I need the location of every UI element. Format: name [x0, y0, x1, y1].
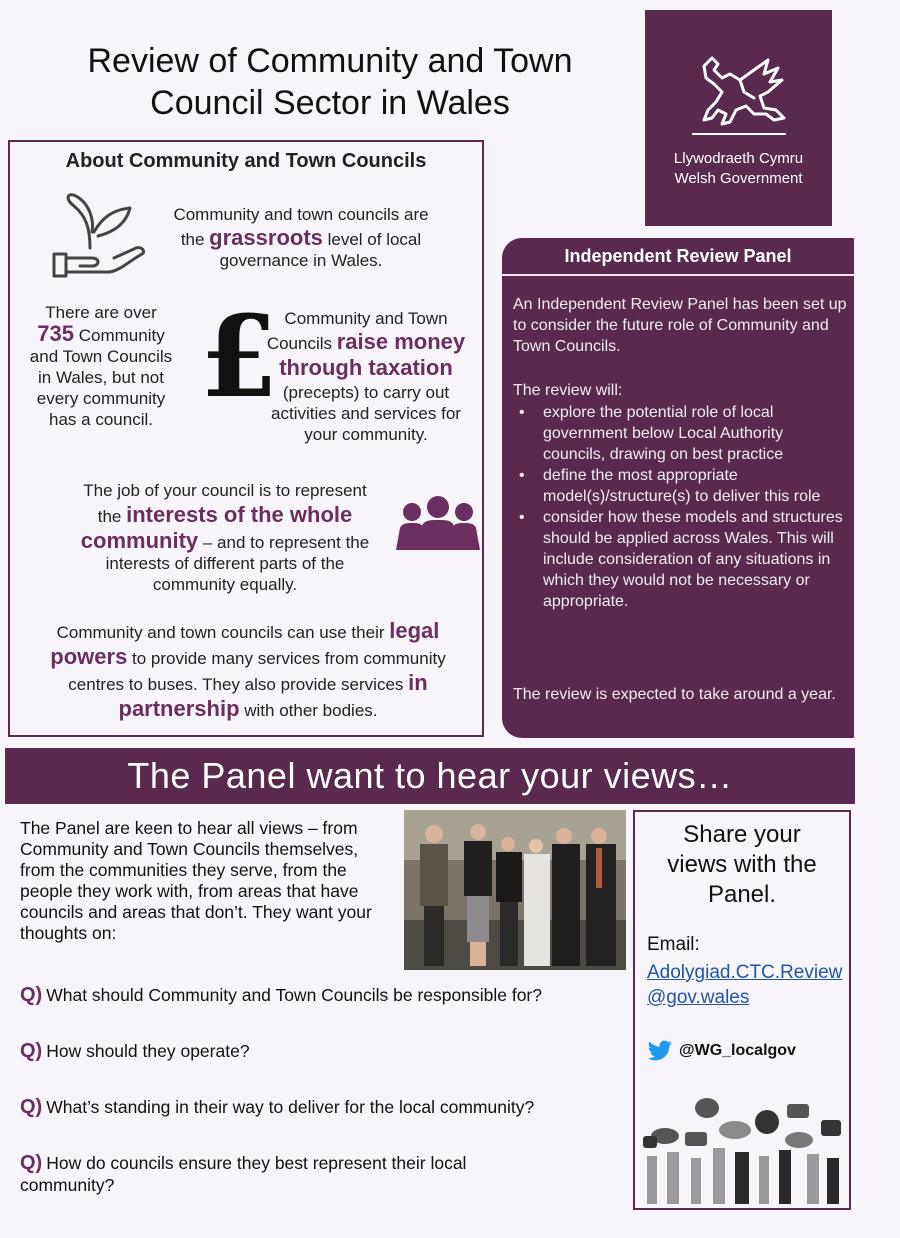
- panel-bullet: • define the most appropriate model(s)/structure(s) to deliver this role: [513, 465, 848, 507]
- logo-welsh-text: Llywodraeth Cymru: [673, 150, 804, 167]
- grassroots-text: Community and town councils are the grassroots level of local governance in Wales.: [173, 205, 429, 270]
- email-link[interactable]: Adolygiad.CTC.Review@gov.wales: [647, 962, 843, 1008]
- about-heading: About Community and Town Councils: [65, 150, 427, 172]
- taxation-text: Community and Town Councils raise money through taxation (precepts) to carry out activities and services for your community.: [266, 309, 466, 444]
- question-marker: Q): [20, 984, 43, 1006]
- question-marker: Q): [20, 1040, 43, 1062]
- panel-members-photo: [404, 810, 626, 970]
- twitter-handle[interactable]: @WG_localgov: [647, 1040, 796, 1062]
- question-item: Q) How do councils ensure they best represent their local community?: [20, 1152, 467, 1195]
- page-title: Review of Community and Town Council Sector in Wales: [87, 42, 573, 122]
- question-item: Q) What’s standing in their way to deliver for the local community?: [20, 1096, 535, 1118]
- email-label: Email:: [647, 934, 700, 955]
- panel-bullet-list: [513, 402, 848, 612]
- panel-closing: The review is expected to take around a year.: [513, 686, 836, 703]
- council-count-text: There are over 735 Community and Town Councils in Wales, but not every community has a council.: [29, 303, 173, 429]
- panel-lead: The review will:: [513, 382, 623, 399]
- panel-bullet: • explore the potential role of local government below Local Authority councils, drawing on best practice: [513, 402, 848, 465]
- whole-community-text: The job of your council is to represent the interests of the whole community – and to represent the interests of different parts of the community equally.: [80, 481, 370, 594]
- hand-plant-icon: [50, 188, 150, 280]
- panel-intro: An Independent Review Panel has been set up to consider the future role of Community and Town Councils.: [513, 296, 847, 355]
- legal-powers-text: Community and town councils can use their legal powers to provide many services from community centres to buses. They also provide services in partnership with other bodies.: [50, 618, 446, 721]
- question-item: Q) What should Community and Town Councils be responsible for?: [20, 984, 542, 1006]
- intro-text: The Panel are keen to hear all views – from Community and Town Councils themselves, from the communities they serve, from the people they work with, from areas that have councils and areas that don’t. They want your thoughts on:: [20, 818, 372, 943]
- question-marker: Q): [20, 1096, 43, 1118]
- pound-icon: £: [200, 292, 278, 423]
- logo-english-text: Welsh Government: [674, 170, 803, 187]
- question-marker: Q): [20, 1152, 43, 1174]
- about-box: [8, 140, 484, 737]
- share-views-box: [633, 810, 851, 1210]
- panel-bullet: • consider how these models and structures should be applied across Wales. This will include consideration of any situations in which they would not be necessary or appropriate.: [513, 507, 848, 612]
- panel-divider: [502, 274, 854, 276]
- share-heading: Share your views with the Panel.: [667, 821, 817, 908]
- welsh-dragon-icon: [684, 48, 794, 138]
- panel-heading: Independent Review Panel: [564, 246, 792, 266]
- speech-bubbles-hands-illustration: [639, 1096, 847, 1206]
- views-banner: The Panel want to hear your views…: [5, 748, 855, 804]
- twitter-bird-icon: [647, 1040, 673, 1062]
- welsh-government-logo: [645, 10, 832, 226]
- question-item: Q) How should they operate?: [20, 1040, 250, 1062]
- review-panel-box: [502, 238, 854, 738]
- people-group-icon: [392, 494, 484, 552]
